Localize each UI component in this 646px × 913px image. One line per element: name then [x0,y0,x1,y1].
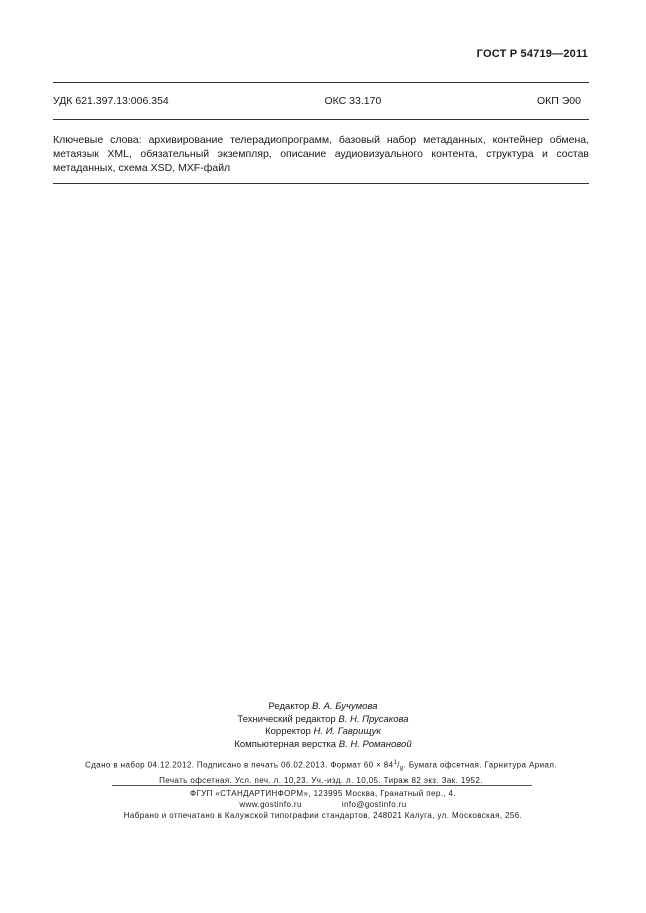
top-divider [53,82,589,83]
editor-role: Редактор [268,701,310,712]
print-info: Сдано в набор 04.12.2012. Подписано в печать 06.02.2013. Формат $60 \times 84^1/_8$. Бумага офсетная. Гарнитура Ариал. Печать офсетная. Усл. печ. л. 10,23. Уч.-изд. л. 10,05. Тираж 82 экз. Зак. 1952. [85,760,557,786]
editor-name: В. А. Бучумова [312,701,378,712]
publisher-address: ФГУП «СТАНДАРТИНФОРМ», 123995 Москва, Гранатный пер., 4. [189,789,457,798]
print-line1-b: . Бумага офсетная. Гарнитура Ариал. [403,760,557,770]
corrector-role: Корректор [265,726,311,737]
publisher-email[interactable]: info@gostinfo.ru [341,800,407,809]
format-sup: 1 [393,760,398,766]
corrector-line [0,726,646,739]
print-line1-a: Сдано в набор 04.12.2012. Подписано в печать 06.02.2013. Формат 60 × 84 [85,760,394,770]
publisher-block [0,788,646,821]
publisher-divider [112,785,532,786]
layout-name: В. Н. Романовой [338,738,412,750]
tech-editor-name: В. Н. Прусакова [338,713,409,725]
middle-divider [53,119,589,120]
layout-line [0,739,646,752]
editor-line [0,701,646,714]
corrector-name: Н. И. Гаврищук [313,726,381,737]
publisher-contacts [0,799,646,810]
tech-editor-role: Технический редактор [237,713,336,725]
keywords-paragraph: Ключевые слова: архивирование телерадиопрограмм, базовый набор метаданных, контейнер обмена, метаязык XML, обязательный экземпляр, описание аудиовизуального контента, структура и состав метаданных, схема XSD, MXF-файл [53,134,589,174]
printing-house: Набрано и отпечатано в Калужской типографии стандартов, 248021 Калуга, ул. Московская, 256. [123,811,523,820]
publisher-website[interactable]: www.gostinfo.ru [239,800,302,809]
keywords-divider [53,183,589,184]
oks-code: ОКС 33.170 [324,95,382,107]
udk-code: УДК 621.397.13:006.354 [53,95,169,107]
format-sub: 8 [399,766,404,773]
okp-code: ОКП Э00 [537,95,581,107]
credits-block [0,701,646,751]
tech-editor-line [0,714,646,727]
print-line2: Печать офсетная. Усл. печ. л. 10,23. Уч.-изд. л. 10,05. Тираж 82 экз. Зак. 1952. [159,776,483,786]
layout-role: Компьютерная верстка [234,738,337,750]
standard-id: ГОСТ Р 54719—2011 [476,48,588,60]
classification-row [53,95,589,107]
